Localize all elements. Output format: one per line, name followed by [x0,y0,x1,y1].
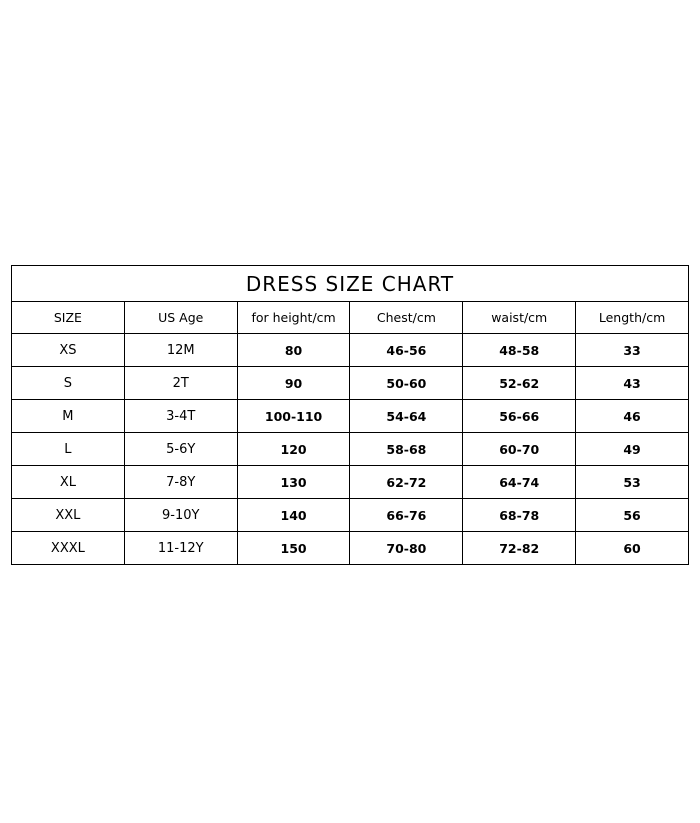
cell-waist: 52-62 [463,367,576,400]
cell-chest: 58-68 [350,433,463,466]
cell-size: L [12,433,125,466]
cell-height: 100-110 [237,400,350,433]
cell-height: 90 [237,367,350,400]
cell-us-age: 5-6Y [124,433,237,466]
cell-waist: 68-78 [463,499,576,532]
cell-waist: 60-70 [463,433,576,466]
cell-chest: 66-76 [350,499,463,532]
size-chart-container [11,265,689,565]
cell-chest: 54-64 [350,400,463,433]
column-header-size: SIZE [12,302,125,334]
cell-us-age: 2T [124,367,237,400]
cell-length: 49 [576,433,689,466]
cell-size: XL [12,466,125,499]
cell-length: 33 [576,334,689,367]
column-header-length: Length/cm [576,302,689,334]
cell-chest: 62-72 [350,466,463,499]
cell-height: 130 [237,466,350,499]
cell-height: 140 [237,499,350,532]
table-row [12,499,689,532]
table-row [12,532,689,565]
cell-us-age: 11-12Y [124,532,237,565]
cell-length: 43 [576,367,689,400]
cell-chest: 70-80 [350,532,463,565]
cell-us-age: 9-10Y [124,499,237,532]
table-row [12,400,689,433]
table-row [12,334,689,367]
cell-us-age: 3-4T [124,400,237,433]
cell-waist: 72-82 [463,532,576,565]
column-header-us-age: US Age [124,302,237,334]
cell-length: 60 [576,532,689,565]
cell-size: XXL [12,499,125,532]
cell-size: XXXL [12,532,125,565]
cell-height: 120 [237,433,350,466]
cell-size: XS [12,334,125,367]
cell-length: 46 [576,400,689,433]
cell-chest: 50-60 [350,367,463,400]
column-header-chest: Chest/cm [350,302,463,334]
cell-waist: 48-58 [463,334,576,367]
cell-size: M [12,400,125,433]
title-row [12,266,689,302]
table-header-row [12,302,689,334]
cell-height: 150 [237,532,350,565]
cell-us-age: 12M [124,334,237,367]
cell-waist: 64-74 [463,466,576,499]
dress-size-chart-table [11,265,689,565]
table-row [12,466,689,499]
cell-length: 53 [576,466,689,499]
table-row [12,367,689,400]
column-header-waist: waist/cm [463,302,576,334]
cell-waist: 56-66 [463,400,576,433]
cell-height: 80 [237,334,350,367]
cell-size: S [12,367,125,400]
cell-chest: 46-56 [350,334,463,367]
cell-length: 56 [576,499,689,532]
column-header-height: for height/cm [237,302,350,334]
table-row [12,433,689,466]
cell-us-age: 7-8Y [124,466,237,499]
chart-title: DRESS SIZE CHART [12,266,689,302]
